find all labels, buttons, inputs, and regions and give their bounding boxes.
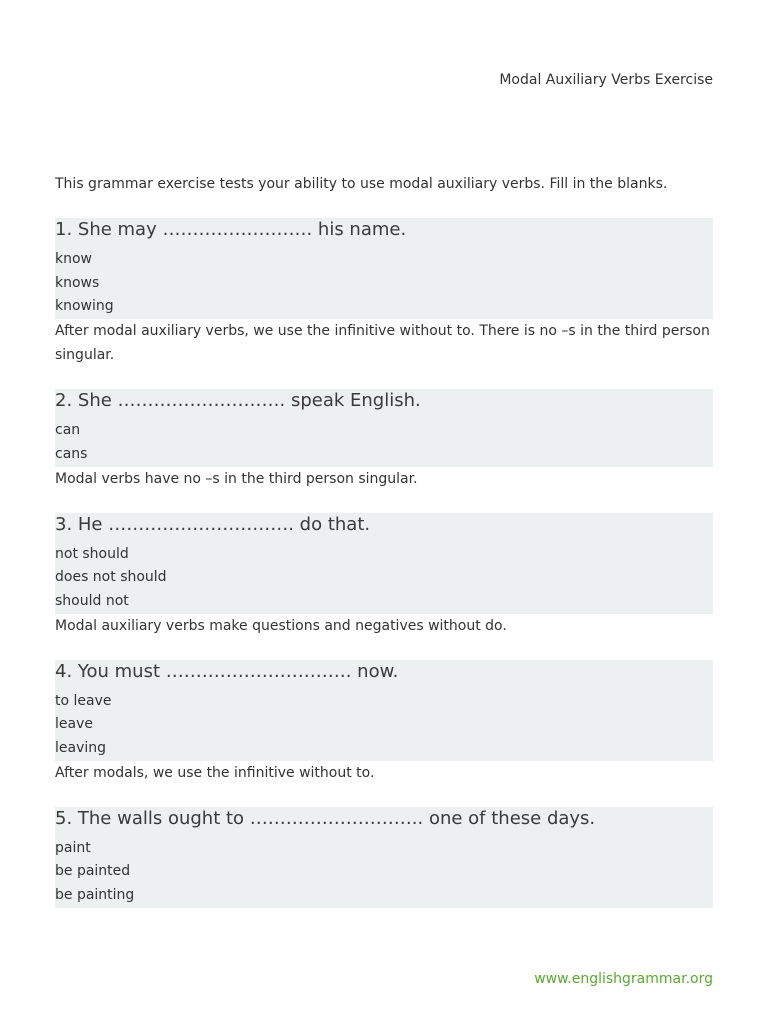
answer-option[interactable]: to leave bbox=[55, 692, 112, 709]
explanation-text: After modals, we use the infinitive without to. bbox=[55, 764, 375, 781]
site-link[interactable]: www.englishgrammar.org bbox=[534, 971, 713, 987]
answer-option[interactable]: knows bbox=[55, 274, 100, 291]
question-3 bbox=[55, 513, 713, 638]
question-box bbox=[55, 807, 713, 908]
explanation-text: Modal auxiliary verbs make questions and negatives without do. bbox=[55, 617, 507, 634]
question-5 bbox=[55, 807, 713, 908]
question-box bbox=[55, 513, 713, 614]
page-title: Modal Auxiliary Verbs Exercise bbox=[499, 72, 713, 88]
question-text: 1. She may ……………………. his name. bbox=[55, 219, 407, 240]
answer-option[interactable]: be painting bbox=[55, 887, 135, 904]
question-text: 3. He …………………………. do that. bbox=[55, 513, 371, 535]
question-box bbox=[55, 389, 713, 466]
answer-option[interactable]: leaving bbox=[55, 740, 107, 757]
question-2 bbox=[55, 389, 713, 490]
question-text: 2. She ………………………. speak English. bbox=[55, 390, 421, 412]
question-box bbox=[55, 660, 713, 761]
answer-option[interactable]: paint bbox=[55, 839, 91, 856]
answer-option[interactable]: does not should bbox=[55, 569, 167, 586]
intro-text: This grammar exercise tests your ability to use modal auxiliary verbs. Fill in the blanks. bbox=[55, 176, 668, 192]
answer-option[interactable]: knowing bbox=[55, 298, 114, 315]
answer-option[interactable]: leave bbox=[55, 716, 93, 733]
answer-option[interactable]: know bbox=[55, 251, 92, 267]
explanation-text: After modal auxiliary verbs, we use the infinitive without to. There is no –s in the third person singular. bbox=[55, 323, 710, 364]
answer-option[interactable]: not should bbox=[55, 545, 129, 562]
answer-option[interactable]: can bbox=[55, 422, 81, 439]
questions-list bbox=[55, 218, 713, 930]
question-box bbox=[55, 218, 713, 319]
answer-option[interactable]: be painted bbox=[55, 863, 131, 880]
answer-option[interactable]: cans bbox=[55, 445, 88, 462]
question-4 bbox=[55, 660, 713, 785]
question-text: 4. You must …………………………. now. bbox=[55, 660, 399, 682]
answer-option[interactable]: should not bbox=[55, 592, 129, 609]
question-text: 5. The walls ought to ……………………….. one of these days. bbox=[55, 807, 596, 829]
question-1 bbox=[55, 218, 713, 367]
explanation-text: Modal verbs have no –s in the third person singular. bbox=[55, 470, 418, 487]
